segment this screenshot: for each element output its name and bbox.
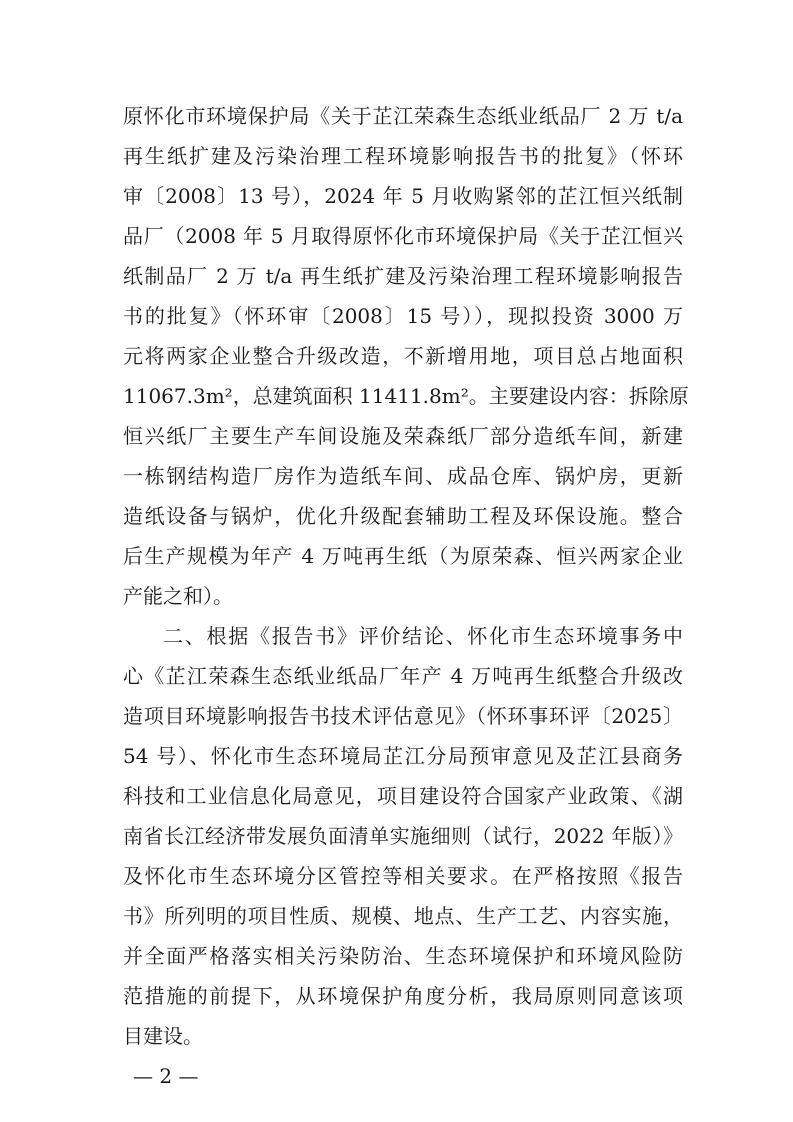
text-line: 书》所列明的项目性质、规模、地点、生产工艺、内容实施，: [123, 904, 683, 928]
page-number: — 2 —: [133, 1064, 199, 1088]
text-line: 再生纸扩建及污染治理工程环境影响报告书的批复》（怀环: [123, 144, 683, 168]
text-line: 并全面严格落实相关污染防治、生态环境保护和环境风险防: [123, 944, 683, 968]
text-line: 心《芷江荣森生态纸业纸品厂年产 4 万吨再生纸整合升级改: [123, 664, 683, 688]
text-line: 及怀化市生态环境分区管控等相关要求。在严格按照《报告: [123, 864, 683, 888]
text-line: 品厂（2008 年 5 月取得原怀化市环境保护局《关于芷江恒兴: [123, 224, 683, 248]
text-line: 产能之和）。: [123, 584, 233, 608]
text-line: 元将两家企业整合升级改造，不新增用地，项目总占地面积: [123, 344, 683, 368]
text-line: 范措施的前提下，从环境保护角度分析，我局原则同意该项: [123, 984, 683, 1008]
text-line: 造项目环境影响报告书技术评估意见》（怀环事环评〔2025〕: [123, 704, 683, 728]
text-line: 54 号）、怀化市生态环境局芷江分局预审意见及芷江县商务: [123, 744, 683, 768]
text-line: 审〔2008〕13 号），2024 年 5 月收购紧邻的芷江恒兴纸制: [123, 184, 683, 208]
text-line: 后生产规模为年产 4 万吨再生纸（为原荣森、恒兴两家企业: [123, 544, 683, 568]
text-line: 书的批复》（怀环审〔2008〕15 号）），现拟投资 3000 万: [123, 304, 683, 328]
text-line: 恒兴纸厂主要生产车间设施及荣森纸厂部分造纸车间，新建: [123, 424, 683, 448]
text-line: 科技和工业信息化局意见，项目建设符合国家产业政策、《湖: [123, 784, 683, 808]
text-line: 纸制品厂 2 万 t/a 再生纸扩建及污染治理工程环境影响报告: [123, 264, 683, 288]
text-line: 造纸设备与锅炉，优化升级配套辅助工程及环保设施。整合: [123, 504, 683, 528]
text-line: 原怀化市环境保护局《关于芷江荣森生态纸业纸品厂 2 万 t/a: [123, 104, 683, 128]
text-line: 一栋钢结构造厂房作为造纸车间、成品仓库、锅炉房，更新: [123, 464, 683, 488]
text-line: 南省长江经济带发展负面清单实施细则（试行，2022 年版）》: [123, 824, 683, 848]
text-line: 目建设。: [123, 1024, 203, 1048]
text-line: 二、根据《报告书》评价结论、怀化市生态环境事务中: [163, 624, 683, 648]
text-line: 11067.3m²，总建筑面积 11411.8m²。主要建设内容：拆除原: [123, 384, 689, 408]
